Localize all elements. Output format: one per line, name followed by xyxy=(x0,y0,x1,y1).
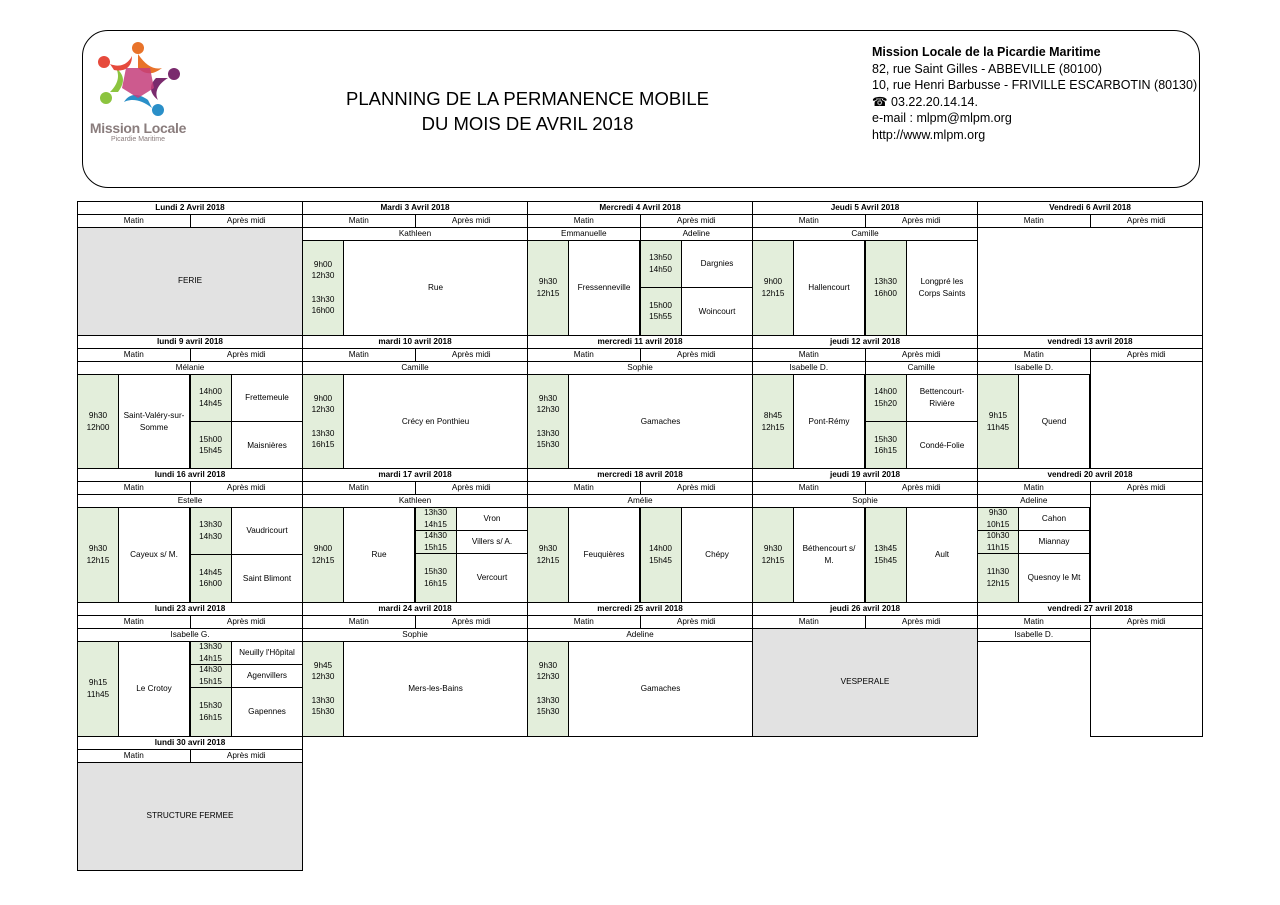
closed-notice: VESPERALE xyxy=(752,628,978,737)
time-value: 14h50 xyxy=(649,264,672,274)
location-cell: Hallencourt xyxy=(793,240,865,336)
location-cell: Rue xyxy=(343,240,528,336)
location-cell: Agenvillers xyxy=(231,664,304,688)
advisor-name: Sophie xyxy=(752,494,978,508)
closed-notice: FERIE xyxy=(77,227,303,336)
day-header: Vendredi 6 Avril 2018 xyxy=(977,201,1203,215)
location-cell: Saint-Valéry-sur-Somme xyxy=(118,374,190,470)
morning-header: Matin xyxy=(752,214,866,228)
time-slot xyxy=(302,641,344,737)
location-cell: Maisnières xyxy=(231,421,304,470)
time-value: 14h00 xyxy=(199,387,222,397)
title-line-1: PLANNING DE LA PERMANENCE MOBILE xyxy=(346,88,709,109)
day-header: vendredi 20 avril 2018 xyxy=(977,468,1203,482)
time-value: 16h15 xyxy=(424,578,447,588)
morning-header: Matin xyxy=(77,615,191,629)
time-value: 15h20 xyxy=(874,398,897,408)
empty-day xyxy=(977,227,1203,336)
time-value: 15h30 xyxy=(874,434,897,444)
time-value: 12h30 xyxy=(311,405,335,414)
time-value: 13h30 xyxy=(199,642,222,651)
time-value: 12h15 xyxy=(311,555,335,565)
location-cell: Quesnoy le Mt xyxy=(1018,553,1090,603)
location-cell: Rue xyxy=(343,507,415,603)
time-value: 12h00 xyxy=(86,422,110,432)
time-value: 14h30 xyxy=(199,665,222,674)
time-slot xyxy=(752,240,794,336)
afternoon-header: Après midi xyxy=(865,615,979,629)
logo-subtext: Picardie Maritime xyxy=(110,136,166,143)
time-value: 13h30 xyxy=(199,520,222,530)
location-cell: Vaudricourt xyxy=(231,507,304,556)
time-value: 16h15 xyxy=(874,446,897,456)
day-header: mardi 10 avril 2018 xyxy=(302,335,528,349)
morning-header: Matin xyxy=(527,481,641,495)
time-slot xyxy=(640,240,682,289)
morning-header: Matin xyxy=(302,481,416,495)
afternoon-header: Après midi xyxy=(190,214,304,228)
day-header: Mardi 3 Avril 2018 xyxy=(302,201,528,215)
time-value: 14h00 xyxy=(874,387,897,397)
time-slot xyxy=(640,507,682,603)
time-slot xyxy=(77,641,119,737)
time-value: 12h15 xyxy=(86,555,110,565)
time-slot xyxy=(527,507,569,603)
location-cell: Feuquières xyxy=(568,507,640,603)
advisor-name: Adeline xyxy=(527,628,753,642)
morning-header: Matin xyxy=(77,214,191,228)
location-cell: Chépy xyxy=(681,507,754,603)
time-value: 16h15 xyxy=(311,440,335,449)
closed-notice: STRUCTURE FERMEE xyxy=(77,762,303,871)
time-value: 9h30 xyxy=(88,411,108,420)
afternoon-header: Après midi xyxy=(415,481,529,495)
time-value: 12h15 xyxy=(761,422,785,432)
time-slot xyxy=(190,641,232,665)
time-value: 12h30 xyxy=(536,405,560,414)
time-slot xyxy=(977,530,1019,554)
afternoon-header: Après midi xyxy=(1090,481,1204,495)
afternoon-header: Après midi xyxy=(640,214,754,228)
time-slot xyxy=(77,507,119,603)
time-value: 14h45 xyxy=(199,567,222,577)
location-cell: Longpré les Corps Saints xyxy=(906,240,979,336)
afternoon-header: Après midi xyxy=(190,615,304,629)
title-line-2: DU MOIS DE AVRIL 2018 xyxy=(421,113,634,134)
location-cell: Le Crotoy xyxy=(118,641,190,737)
empty-afternoon xyxy=(1090,628,1204,737)
time-value: 13h30 xyxy=(311,428,335,438)
time-slot xyxy=(190,687,232,737)
time-value: 11h30 xyxy=(986,567,1010,576)
day-header: lundi 16 avril 2018 xyxy=(77,468,303,482)
morning-header: Matin xyxy=(752,348,866,362)
advisor-name: Sophie xyxy=(527,361,753,375)
afternoon-header: Après midi xyxy=(1090,214,1204,228)
morning-header: Matin xyxy=(752,481,866,495)
afternoon-header: Après midi xyxy=(190,749,304,763)
time-slot xyxy=(527,641,569,737)
location-cell: Ault xyxy=(906,507,979,603)
day-header: mardi 17 avril 2018 xyxy=(302,468,528,482)
address-line-1: 82, rue Saint Gilles - ABBEVILLE (80100) xyxy=(872,61,1102,76)
location-cell: Miannay xyxy=(1018,530,1090,554)
time-value: 9h30 xyxy=(88,544,108,553)
time-value: 14h30 xyxy=(424,531,447,540)
time-value: 16h00 xyxy=(311,306,335,315)
email-address: e-mail : mlpm@mlpm.org xyxy=(872,111,1012,125)
morning-header: Matin xyxy=(752,615,866,629)
day-header: jeudi 19 avril 2018 xyxy=(752,468,978,482)
time-value: 9h30 xyxy=(538,660,558,670)
time-slot xyxy=(977,507,1019,531)
location-cell: Frettemeule xyxy=(231,374,304,423)
time-slot xyxy=(977,374,1019,470)
time-slot xyxy=(865,507,907,603)
morning-header: Matin xyxy=(977,214,1091,228)
time-value: 13h50 xyxy=(649,253,672,263)
time-slot xyxy=(77,374,119,470)
time-value: 11h15 xyxy=(986,542,1010,552)
phone-number: ☎ 03.22.20.14.14. xyxy=(872,94,978,109)
time-slot xyxy=(527,374,569,470)
time-value: 15h30 xyxy=(311,707,335,716)
time-value: 8h45 xyxy=(763,411,783,420)
morning-header: Matin xyxy=(302,615,416,629)
time-value: 15h45 xyxy=(199,446,222,456)
address-line-2: 10, rue Henri Barbusse - FRIVILLE ESCARBOTIN (80130) xyxy=(872,78,1198,92)
time-slot xyxy=(752,374,794,470)
time-value: 15h30 xyxy=(536,440,560,449)
time-slot xyxy=(752,507,794,603)
afternoon-header: Après midi xyxy=(865,214,979,228)
time-value: 12h30 xyxy=(311,672,335,681)
day-header: vendredi 27 avril 2018 xyxy=(977,602,1203,616)
afternoon-header: Après midi xyxy=(640,615,754,629)
time-value: 12h15 xyxy=(986,578,1010,588)
time-value: 12h30 xyxy=(311,271,335,280)
time-value: 14h15 xyxy=(424,519,447,529)
day-header: lundi 23 avril 2018 xyxy=(77,602,303,616)
afternoon-header: Après midi xyxy=(415,615,529,629)
advisor-name-morning: Isabelle D. xyxy=(752,361,866,375)
morning-header: Matin xyxy=(302,214,416,228)
morning-header: Matin xyxy=(77,749,191,763)
morning-header: Matin xyxy=(527,615,641,629)
time-value: 14h00 xyxy=(649,544,672,553)
time-value: 9h30 xyxy=(988,508,1008,517)
advisor-name: Camille xyxy=(302,361,528,375)
advisor-name: Camille xyxy=(752,227,978,241)
time-value: 10h30 xyxy=(986,531,1010,540)
afternoon-header: Après midi xyxy=(865,481,979,495)
time-value: 16h00 xyxy=(874,288,897,298)
time-value: 9h45 xyxy=(313,660,333,670)
morning-header: Matin xyxy=(977,615,1091,629)
advisor-name: Mélanie xyxy=(77,361,303,375)
time-value: 9h15 xyxy=(88,678,108,687)
location-cell: Crécy en Ponthieu xyxy=(343,374,528,470)
time-value: 13h30 xyxy=(874,277,897,286)
time-slot xyxy=(190,664,232,688)
time-value: 13h45 xyxy=(874,544,897,553)
time-value: 15h45 xyxy=(649,555,672,565)
day-header: Lundi 2 Avril 2018 xyxy=(77,201,303,215)
time-slot xyxy=(415,530,457,554)
afternoon-header: Après midi xyxy=(640,481,754,495)
location-cell: Gamaches xyxy=(568,374,753,470)
location-cell: Béthencourt s/ M. xyxy=(793,507,865,603)
morning-header: Matin xyxy=(527,214,641,228)
advisor-name: Isabelle G. xyxy=(77,628,303,642)
morning-header: Matin xyxy=(527,348,641,362)
time-value: 15h15 xyxy=(424,542,447,552)
empty-afternoon xyxy=(1090,361,1204,470)
time-value: 9h00 xyxy=(313,544,333,553)
day-header: lundi 9 avril 2018 xyxy=(77,335,303,349)
time-value: 15h30 xyxy=(424,567,447,576)
time-slot xyxy=(190,554,232,603)
advisor-name-afternoon: Adeline xyxy=(640,227,754,241)
location-cell: Gamaches xyxy=(568,641,753,737)
time-slot xyxy=(865,240,907,336)
time-slot xyxy=(865,374,907,423)
afternoon-header: Après midi xyxy=(415,348,529,362)
time-value: 14h45 xyxy=(199,398,222,408)
time-value: 12h15 xyxy=(536,555,560,565)
location-cell: Vercourt xyxy=(456,553,529,603)
location-cell: Fressenneville xyxy=(568,240,640,336)
time-value: 11h45 xyxy=(86,689,110,699)
advisor-name-morning: Emmanuelle xyxy=(527,227,641,241)
logo-text: Mission Locale xyxy=(89,120,187,136)
afternoon-header: Après midi xyxy=(190,348,304,362)
time-value: 9h30 xyxy=(763,544,783,553)
time-value: 13h30 xyxy=(311,294,335,304)
website-link[interactable]: http://www.mlpm.org xyxy=(872,127,986,142)
time-value: 14h15 xyxy=(199,653,222,663)
time-value: 13h30 xyxy=(311,695,335,705)
advisor-name-morning: Isabelle D. xyxy=(977,628,1091,642)
afternoon-header: Après midi xyxy=(415,214,529,228)
day-header: mardi 24 avril 2018 xyxy=(302,602,528,616)
location-cell: Cayeux s/ M. xyxy=(118,507,190,603)
time-value: 10h15 xyxy=(986,519,1010,529)
time-slot xyxy=(640,287,682,336)
location-cell: Vron xyxy=(456,507,529,531)
time-slot xyxy=(190,421,232,470)
advisor-name: Sophie xyxy=(302,628,528,642)
time-value: 9h30 xyxy=(538,544,558,553)
time-value: 15h55 xyxy=(649,312,672,322)
time-value: 15h00 xyxy=(649,300,672,310)
location-cell: Quend xyxy=(1018,374,1090,470)
location-cell: Saint Blimont xyxy=(231,554,304,603)
time-slot xyxy=(302,240,344,336)
time-value: 9h30 xyxy=(538,277,558,286)
time-value: 15h15 xyxy=(199,676,222,686)
time-value: 9h15 xyxy=(988,411,1008,420)
advisor-name: Estelle xyxy=(77,494,303,508)
time-slot xyxy=(527,240,569,336)
time-value: 9h00 xyxy=(313,259,333,269)
time-value: 12h30 xyxy=(536,672,560,681)
time-value: 16h15 xyxy=(199,712,222,722)
location-cell: Mers-les-Bains xyxy=(343,641,528,737)
time-value: 13h30 xyxy=(536,428,560,438)
time-value: 13h30 xyxy=(424,508,447,517)
day-header: mercredi 11 avril 2018 xyxy=(527,335,753,349)
morning-header: Matin xyxy=(77,348,191,362)
time-value: 15h30 xyxy=(536,707,560,716)
organization-name: Mission Locale de la Picardie Maritime xyxy=(872,45,1101,59)
time-slot xyxy=(302,507,344,603)
empty-afternoon xyxy=(1090,494,1204,603)
day-header: lundi 30 avril 2018 xyxy=(77,736,303,750)
advisor-name: Kathleen xyxy=(302,494,528,508)
time-slot xyxy=(865,421,907,470)
time-value: 9h00 xyxy=(313,393,333,403)
day-header: jeudi 26 avril 2018 xyxy=(752,602,978,616)
day-header: Mercredi 4 Avril 2018 xyxy=(527,201,753,215)
location-cell: Neuilly l'Hôpital xyxy=(231,641,304,665)
advisor-name-afternoon: Camille xyxy=(865,361,979,375)
location-cell: Pont-Rémy xyxy=(793,374,865,470)
location-cell: Woincourt xyxy=(681,287,754,336)
afternoon-header: Après midi xyxy=(865,348,979,362)
time-value: 15h00 xyxy=(199,434,222,444)
time-slot xyxy=(415,553,457,603)
time-value: 13h30 xyxy=(536,695,560,705)
time-slot xyxy=(190,374,232,423)
morning-header: Matin xyxy=(977,481,1091,495)
time-value: 16h00 xyxy=(199,579,222,589)
day-header: mercredi 25 avril 2018 xyxy=(527,602,753,616)
location-cell: Gapennes xyxy=(231,687,304,737)
afternoon-header: Après midi xyxy=(1090,348,1204,362)
time-value: 12h15 xyxy=(761,288,785,298)
advisor-name-morning: Isabelle D. xyxy=(977,361,1091,375)
advisor-name: Kathleen xyxy=(302,227,528,241)
time-value: 9h30 xyxy=(538,393,558,403)
time-value: 9h00 xyxy=(763,277,783,286)
time-value: 11h45 xyxy=(986,422,1010,432)
location-cell: Condé-Folie xyxy=(906,421,979,470)
day-header: vendredi 13 avril 2018 xyxy=(977,335,1203,349)
time-slot xyxy=(302,374,344,470)
time-value: 12h15 xyxy=(536,288,560,298)
afternoon-header: Après midi xyxy=(190,481,304,495)
location-cell: Cahon xyxy=(1018,507,1090,531)
location-cell: Villers s/ A. xyxy=(456,530,529,554)
day-header: mercredi 18 avril 2018 xyxy=(527,468,753,482)
advisor-name: Amélie xyxy=(527,494,753,508)
time-value: 15h30 xyxy=(199,701,222,710)
morning-header: Matin xyxy=(77,481,191,495)
time-slot xyxy=(190,507,232,556)
location-cell: Bettencourt-Rivière xyxy=(906,374,979,423)
afternoon-header: Après midi xyxy=(1090,615,1204,629)
time-value: 12h15 xyxy=(761,555,785,565)
afternoon-header: Après midi xyxy=(640,348,754,362)
time-value: 14h30 xyxy=(199,531,222,541)
time-value: 15h45 xyxy=(874,555,897,565)
morning-header: Matin xyxy=(977,348,1091,362)
day-header: Jeudi 5 Avril 2018 xyxy=(752,201,978,215)
time-slot xyxy=(977,553,1019,603)
time-slot xyxy=(415,507,457,531)
day-header: jeudi 12 avril 2018 xyxy=(752,335,978,349)
morning-header: Matin xyxy=(302,348,416,362)
location-cell: Dargnies xyxy=(681,240,754,289)
advisor-name-morning: Adeline xyxy=(977,494,1091,508)
